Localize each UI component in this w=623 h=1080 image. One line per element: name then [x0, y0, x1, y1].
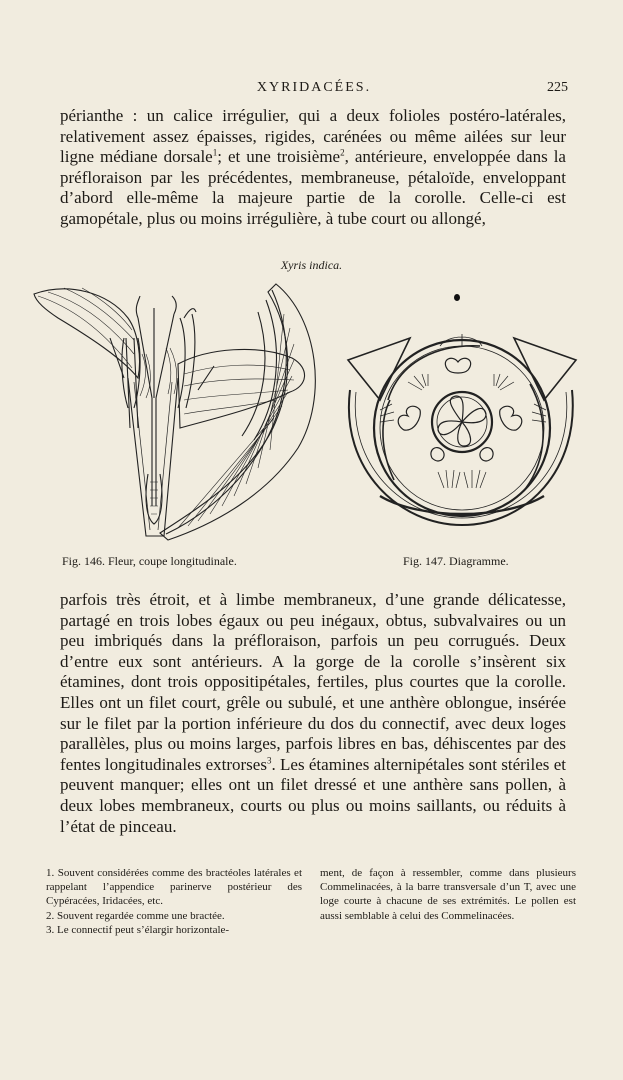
paragraph-2-text-a: parfois très étroit, et à limbe membraneux, d’une grande délicatesse, partagé en trois lobes égaux ou peu inégaux, obtus, subvalvaires ou un peu imbriqués dans la préfloraison, parfois un peu corrugués. Deux d’entre eux sont antérieurs. A la gorge de la corolle s’insèrent six étamines, dont trois oppositipétales, fertiles, plus courtes que la corolle. Elles ont un filet court, grêle ou subulé, et une anthère oblongue, insérée sur le filet par la portion inférieure du dos du connectif, avec deux loges parallèles, plus ou moins larges, parfois libres en bas, déhiscentes par des fentes longitudinales extrorses — [60, 590, 566, 774]
paragraph-2-text-b: . Les étamines alternipétales sont stériles et peuvent manquer; elles ont un filet dressé et une anthère sans pollen, à deux lobes membraneux, courts ou plus ou moins saillants, ou réduits à l’état de pinceau. — [60, 754, 566, 836]
paragraph-1-text-c: , antérieure, enveloppée dans la préfloraison par les précédentes, membraneuse, pétaloïde, enveloppant d’abord elle-même la majeure partie de la corolle. Celle-ci est gamopétale, plus ou moins irrégulière, à tube court ou allongé, — [60, 147, 566, 228]
footnote-2: 2. Souvent regardée comme une bractée. — [46, 909, 225, 922]
paragraph-2 — [60, 590, 566, 837]
running-title: XYRIDACÉES. — [256, 80, 372, 95]
paragraph-1 — [60, 106, 566, 230]
flower-section-illustration — [28, 278, 338, 550]
footnote-3-continued: ment, de façon à ressembler, comme dans plusieurs Commelinacées, à la barre transversale d’un T, avec une loge courte à chacune de ses extrémités. Le pollen est aussi semblable à celui des Commelinacées. — [320, 867, 576, 922]
paragraph-1-text-b: ; et une troisième — [217, 147, 341, 167]
footnotes-left-column — [46, 866, 302, 937]
figure-species-label: Xyris indica. — [280, 258, 343, 272]
footnote-ref-3: 3 — [266, 755, 272, 766]
footnote-ref-2: 2 — [340, 147, 345, 158]
footnote-3: 3. Le connectif peut s’élargir horizontale- — [46, 923, 230, 936]
paragraph-1-text-a: périanthe : un calice irrégulier, qui a deux folioles postéro-latérales, relativement assez épaisses, rigides, carénées ou même ailées sur leur ligne médiane dorsale — [60, 106, 566, 167]
footnote-1: 1. Souvent considérées comme des bractéoles latérales et rappelant l’appendice parinerve postérieur des Cypéracées, Iridacées, etc. — [46, 867, 302, 908]
figure-146-caption: Fig. 146. Fleur, coupe longitudinale. — [62, 554, 237, 568]
footnote-ref-1: 1 — [212, 147, 218, 158]
page-number: 225 — [547, 80, 568, 95]
ink-dot — [454, 294, 460, 301]
floral-diagram-illustration — [340, 320, 585, 545]
footnotes-right-column — [320, 866, 576, 923]
page-header — [60, 80, 568, 100]
figure-147-caption: Fig. 147. Diagramme. — [403, 554, 509, 568]
